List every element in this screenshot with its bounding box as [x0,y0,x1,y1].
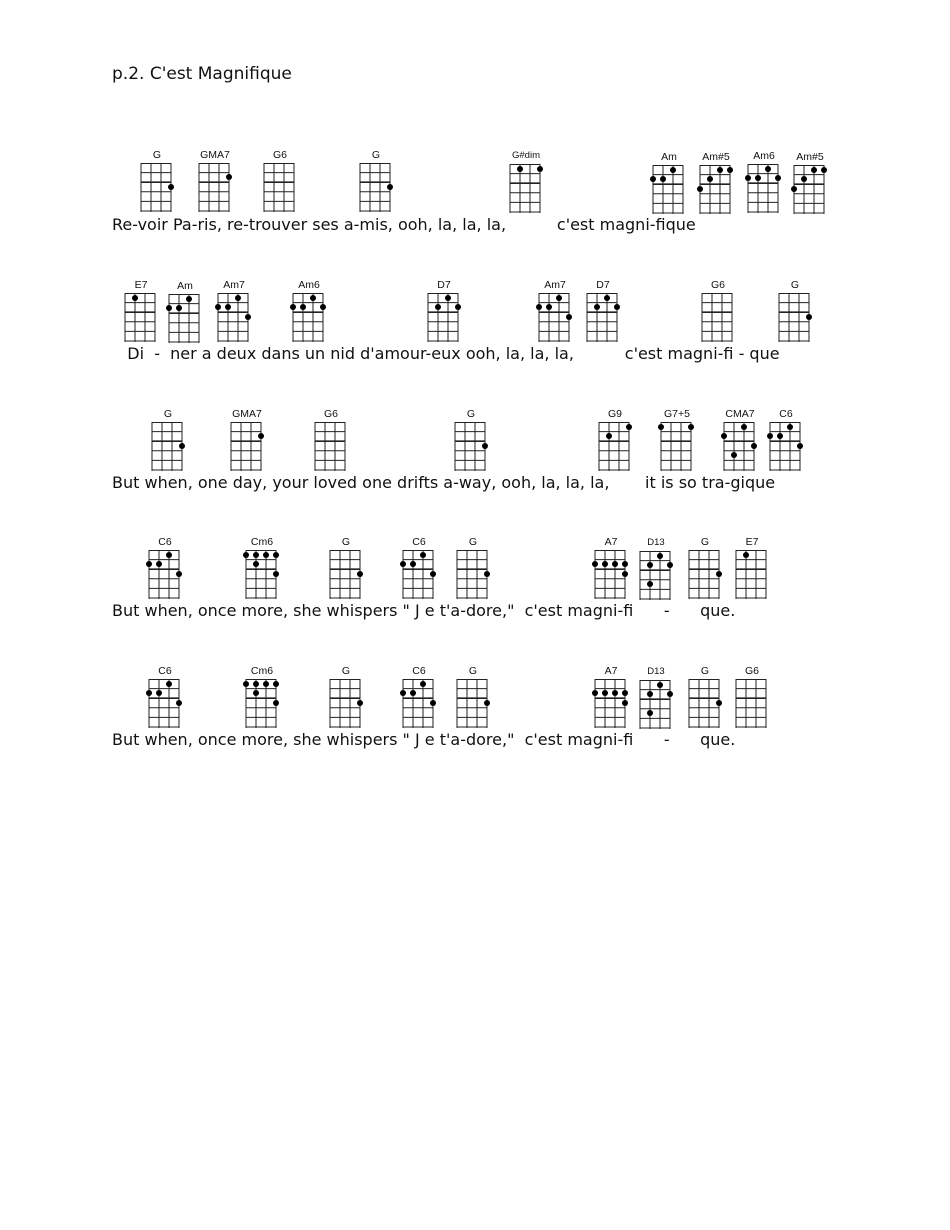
chord-name: G [468,536,478,548]
fretboard-grid [652,165,684,217]
fretboard-grid [292,293,324,345]
chord-name: G [790,279,800,291]
chord-name: G6 [744,665,759,677]
chord-name: CMA7 [725,408,755,420]
fretboard-grid [245,679,277,731]
finger-dot [657,553,663,559]
finger-dot [320,304,326,310]
finger-dot [420,552,426,558]
chord-name: G [468,665,478,677]
finger-dot [647,562,653,568]
fretboard-grid [723,422,755,474]
chord-name: Cm6 [250,536,274,548]
finger-dot [310,295,316,301]
fretboard-grid [454,422,486,474]
fretboard-grid [594,679,626,731]
finger-dot [263,681,269,687]
finger-dot [650,176,656,182]
chord-name: Cm6 [250,665,274,677]
fretboard-grid [660,422,692,474]
chord-name: G6 [710,279,725,291]
finger-dot [731,452,737,458]
fretboard-grid [148,550,180,602]
fretboard-grid [314,422,346,474]
fretboard-grid [639,680,671,732]
chord-name: Am7 [544,279,566,291]
finger-dot [566,314,572,320]
finger-dot [721,433,727,439]
fretboard-grid [735,679,767,731]
finger-dot [357,700,363,706]
chord-name: Am6 [298,279,320,291]
lyric-line: Re-voir Pa-ris, re-trouver ses a-mis, ooh, la, la, la, c'est magni-fique [112,215,696,234]
fretboard-grid [699,165,731,217]
finger-dot [387,184,393,190]
finger-dot [400,561,406,567]
fretboard-grid [538,293,570,345]
chord-name: G9 [607,408,622,420]
fretboard-grid [140,163,172,215]
finger-dot [592,690,598,696]
finger-dot [430,700,436,706]
fretboard-grid [402,679,434,731]
finger-dot [647,691,653,697]
finger-dot [273,700,279,706]
fretboard-grid [263,163,295,215]
finger-dot [517,166,523,172]
finger-dot [626,424,632,430]
finger-dot [357,571,363,577]
finger-dot [546,304,552,310]
finger-dot [592,561,598,567]
chord-name: G6 [272,149,287,161]
finger-dot [253,690,259,696]
chord-name: Am7 [223,279,245,291]
finger-dot [767,433,773,439]
fretboard-grid [168,294,200,346]
finger-dot [179,443,185,449]
finger-dot [667,691,673,697]
fretboard-grid [456,679,488,731]
chord-name: Am#5 [702,151,730,163]
chord-name: D7 [596,279,610,291]
finger-dot [253,552,259,558]
fretboard-grid [598,422,630,474]
finger-dot [166,305,172,311]
finger-dot [253,681,259,687]
chord-name: C6 [158,665,172,677]
finger-dot [622,700,628,706]
finger-dot [821,167,827,173]
fretboard-grid [329,550,361,602]
finger-dot [300,304,306,310]
finger-dot [455,304,461,310]
finger-dot [146,690,152,696]
finger-dot [482,443,488,449]
finger-dot [745,175,751,181]
fretboard-grid [148,679,180,731]
lyric-line: But when, once more, she whispers " J e t'a-dore," c'est magni-fi - que. [112,730,736,749]
finger-dot [410,561,416,567]
finger-dot [751,443,757,449]
fretboard-grid [778,293,810,345]
finger-dot [273,552,279,558]
finger-dot [243,681,249,687]
chord-name: G [700,536,710,548]
chord-name: G [341,536,351,548]
finger-dot [670,167,676,173]
fretboard-grid [359,163,391,215]
finger-dot [176,700,182,706]
finger-dot [146,561,152,567]
chord-name: D13 [647,537,665,548]
fretboard-grid [509,164,541,216]
fretboard-grid [456,550,488,602]
chord-name: E7 [745,536,759,548]
finger-dot [622,561,628,567]
finger-dot [688,424,694,430]
fretboard-grid [594,550,626,602]
finger-dot [290,304,296,310]
finger-dot [235,295,241,301]
fretboard-grid [793,165,825,217]
finger-dot [743,552,749,558]
fretboard-grid [151,422,183,474]
chord-name: C6 [412,665,426,677]
finger-dot [604,295,610,301]
finger-dot [484,700,490,706]
chord-name: GMA7 [200,149,230,161]
finger-dot [717,167,723,173]
fretboard-grid [245,550,277,602]
chord-name: G [700,665,710,677]
finger-dot [435,304,441,310]
finger-dot [801,176,807,182]
finger-dot [765,166,771,172]
finger-dot [258,433,264,439]
chord-name: D13 [647,666,665,677]
fretboard-grid [639,551,671,603]
finger-dot [797,443,803,449]
chord-name: A7 [604,536,618,548]
finger-dot [226,174,232,180]
finger-dot [245,314,251,320]
finger-dot [777,433,783,439]
chord-name: C6 [412,536,426,548]
lyric-line: Di - ner a deux dans un nid d'amour-eux ooh, la, la, la, c'est magni-fi - que [112,344,780,363]
chord-name: GMA7 [232,408,262,420]
finger-dot [484,571,490,577]
chord-name: C6 [779,408,793,420]
fretboard-grid [402,550,434,602]
fretboard-grid [198,163,230,215]
chord-name: G7+5 [664,408,690,420]
chord-name: C6 [158,536,172,548]
page-title: p.2. C'est Magnifique [112,64,292,84]
fretboard-grid [217,293,249,345]
fretboard-grid [769,422,801,474]
finger-dot [707,176,713,182]
finger-dot [647,710,653,716]
fretboard-grid [230,422,262,474]
finger-dot [176,571,182,577]
finger-dot [727,167,733,173]
finger-dot [186,296,192,302]
chord-name: G [152,149,162,161]
finger-dot [612,561,618,567]
fretboard-grid [735,550,767,602]
finger-dot [263,552,269,558]
finger-dot [657,682,663,688]
lyric-line: But when, once more, she whispers " J e t'a-dore," c'est magni-fi - que. [112,601,736,620]
finger-dot [156,690,162,696]
fretboard-grid [747,164,779,216]
finger-dot [775,175,781,181]
fretboard-grid [124,293,156,345]
lyric-line: But when, one day, your loved one drifts a-way, ooh, la, la, la, it is so tra-gique [112,473,776,492]
finger-dot [556,295,562,301]
finger-dot [594,304,600,310]
fretboard-grid [586,293,618,345]
finger-dot [602,690,608,696]
finger-dot [791,186,797,192]
finger-dot [215,304,221,310]
finger-dot [253,561,259,567]
chord-name: D7 [437,279,451,291]
finger-dot [612,690,618,696]
finger-dot [614,304,620,310]
finger-dot [420,681,426,687]
finger-dot [273,571,279,577]
finger-dot [658,424,664,430]
finger-dot [697,186,703,192]
finger-dot [606,433,612,439]
fretboard-grid [688,679,720,731]
finger-dot [787,424,793,430]
finger-dot [168,184,174,190]
finger-dot [755,175,761,181]
finger-dot [647,581,653,587]
fretboard-grid [427,293,459,345]
chord-name: G6 [323,408,338,420]
finger-dot [716,571,722,577]
chord-name: G#dim [512,150,540,161]
fretboard-grid [329,679,361,731]
finger-dot [445,295,451,301]
finger-dot [667,562,673,568]
finger-dot [536,304,542,310]
finger-dot [166,552,172,558]
finger-dot [660,176,666,182]
finger-dot [273,681,279,687]
fretboard-grid [688,550,720,602]
finger-dot [602,561,608,567]
finger-dot [811,167,817,173]
finger-dot [622,690,628,696]
finger-dot [176,305,182,311]
finger-dot [225,304,231,310]
chord-name: G [371,149,381,161]
chord-name: Am6 [753,150,775,162]
finger-dot [132,295,138,301]
chord-name: G [341,665,351,677]
finger-dot [156,561,162,567]
chord-name: Am#5 [796,151,824,163]
chord-name: G [466,408,476,420]
finger-dot [741,424,747,430]
finger-dot [537,166,543,172]
finger-dot [410,690,416,696]
finger-dot [806,314,812,320]
finger-dot [716,700,722,706]
chord-name: E7 [134,279,148,291]
finger-dot [622,571,628,577]
finger-dot [400,690,406,696]
finger-dot [166,681,172,687]
fretboard-grid [701,293,733,345]
finger-dot [430,571,436,577]
chord-name: Am [661,151,677,163]
chord-name: A7 [604,665,618,677]
chord-name: Am [177,280,193,292]
chord-name: G [163,408,173,420]
finger-dot [243,552,249,558]
